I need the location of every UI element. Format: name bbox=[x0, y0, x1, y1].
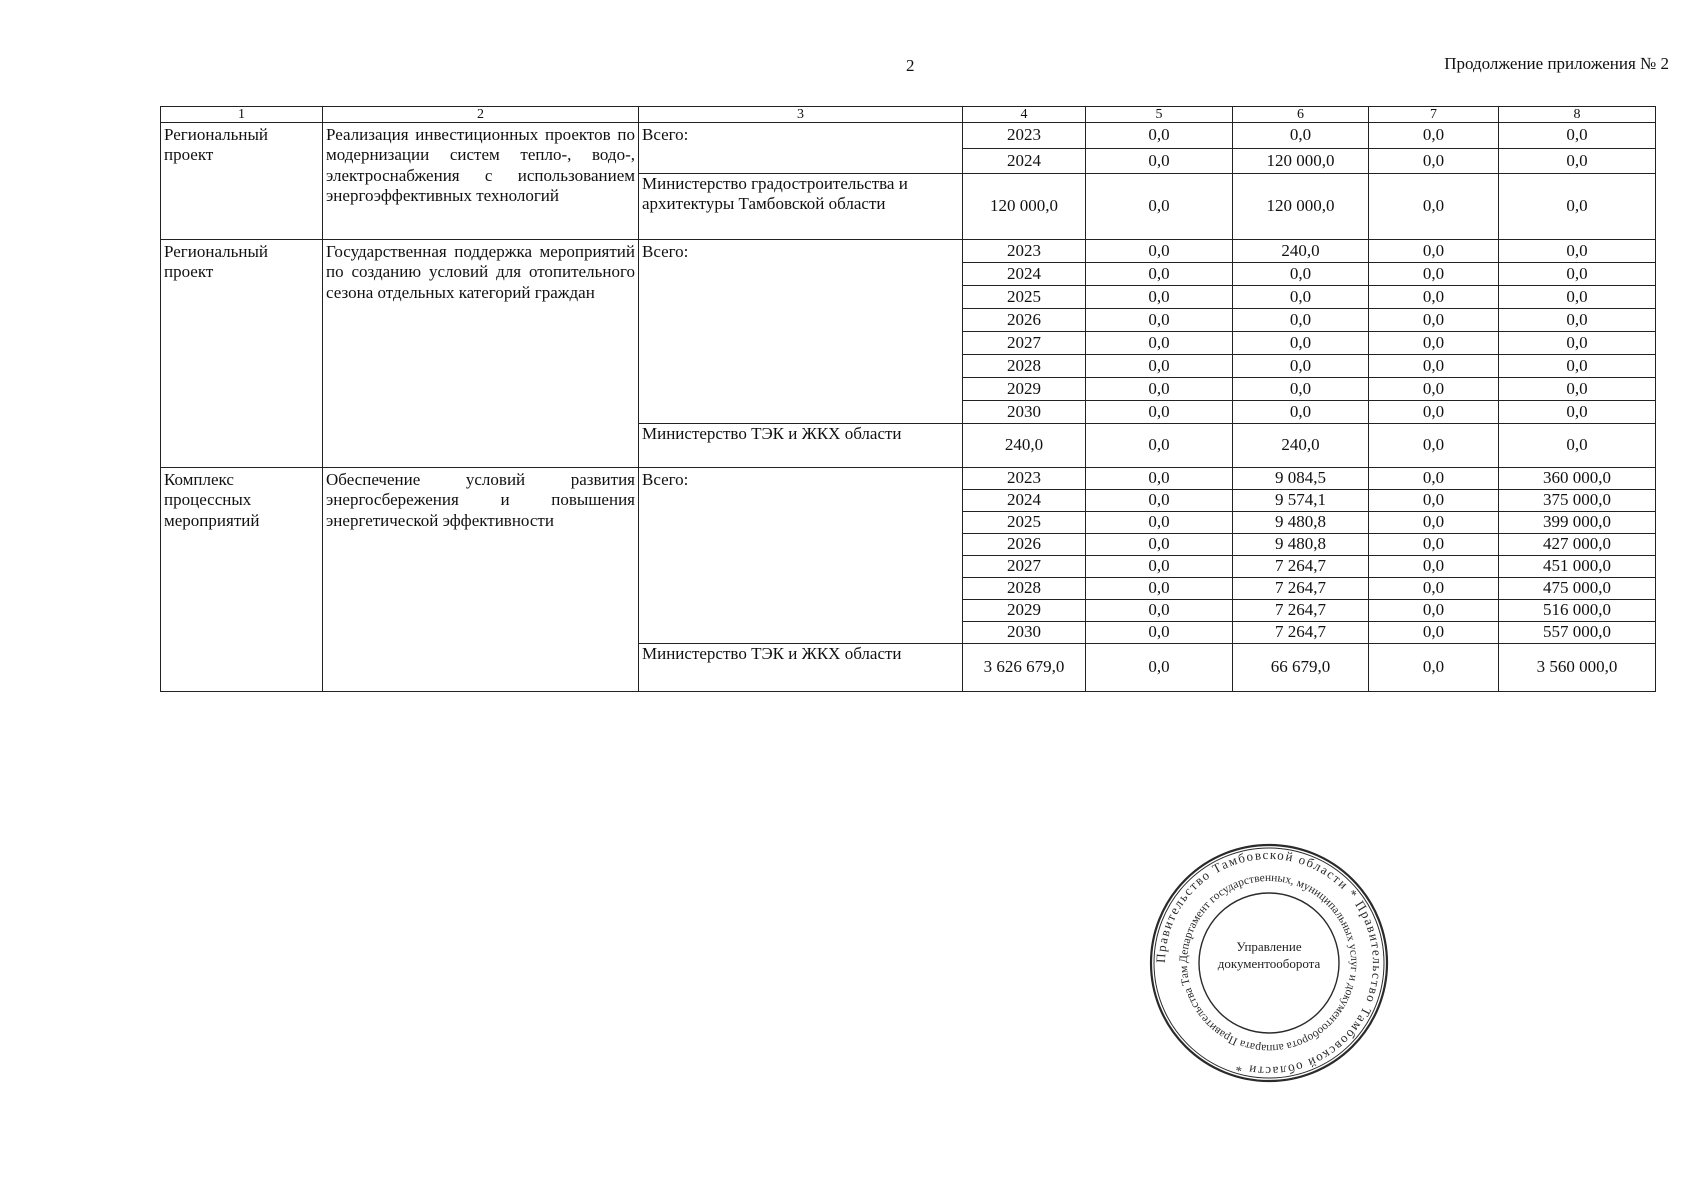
value-cell: 0,0 bbox=[1086, 512, 1233, 534]
year-cell: 2027 bbox=[963, 556, 1086, 578]
source-name: Министерство ТЭК и ЖКХ области bbox=[639, 644, 963, 692]
year-cell: 2030 bbox=[963, 401, 1086, 424]
column-number: 7 bbox=[1369, 107, 1499, 123]
source-value-cell: 3 560 000,0 bbox=[1499, 644, 1656, 692]
source-name: Министерство ТЭК и ЖКХ области bbox=[639, 424, 963, 468]
value-cell: 0,0 bbox=[1369, 512, 1499, 534]
block-description: Реализация инвестиционных проектов по модернизации систем тепло-, водо-, электроснабжения с использованием энергоэффективных технологий bbox=[323, 123, 639, 240]
year-cell: 2023 bbox=[963, 240, 1086, 263]
value-cell: 0,0 bbox=[1086, 490, 1233, 512]
value-cell: 0,0 bbox=[1369, 490, 1499, 512]
value-cell: 0,0 bbox=[1086, 378, 1233, 401]
value-cell: 0,0 bbox=[1233, 378, 1369, 401]
total-label: Всего: bbox=[639, 123, 963, 174]
value-cell: 0,0 bbox=[1369, 378, 1499, 401]
value-cell: 0,0 bbox=[1369, 240, 1499, 263]
value-cell: 0,0 bbox=[1369, 263, 1499, 286]
source-value-cell: 0,0 bbox=[1086, 424, 1233, 468]
value-cell: 0,0 bbox=[1369, 149, 1499, 174]
source-value-cell: 0,0 bbox=[1499, 174, 1656, 240]
value-cell: 0,0 bbox=[1086, 534, 1233, 556]
value-cell: 9 574,1 bbox=[1233, 490, 1369, 512]
value-cell: 0,0 bbox=[1369, 332, 1499, 355]
year-cell: 2030 bbox=[963, 622, 1086, 644]
value-cell: 0,0 bbox=[1369, 286, 1499, 309]
year-cell: 2025 bbox=[963, 286, 1086, 309]
page-number: 2 bbox=[906, 56, 915, 75]
value-cell: 7 264,7 bbox=[1233, 556, 1369, 578]
source-value-cell: 0,0 bbox=[1086, 644, 1233, 692]
source-value-cell: 0,0 bbox=[1369, 424, 1499, 468]
value-cell: 9 084,5 bbox=[1233, 468, 1369, 490]
year-cell: 2025 bbox=[963, 512, 1086, 534]
official-stamp bbox=[1148, 842, 1390, 1084]
value-cell: 0,0 bbox=[1233, 355, 1369, 378]
value-cell: 0,0 bbox=[1086, 622, 1233, 644]
value-cell: 0,0 bbox=[1499, 123, 1656, 149]
value-cell: 7 264,7 bbox=[1233, 578, 1369, 600]
source-value-cell: 120 000,0 bbox=[1233, 174, 1369, 240]
value-cell: 0,0 bbox=[1369, 534, 1499, 556]
value-cell: 9 480,8 bbox=[1233, 512, 1369, 534]
value-cell: 240,0 bbox=[1233, 240, 1369, 263]
year-cell: 2029 bbox=[963, 378, 1086, 401]
year-cell: 2029 bbox=[963, 600, 1086, 622]
value-cell: 7 264,7 bbox=[1233, 622, 1369, 644]
column-number-row bbox=[161, 107, 1656, 123]
value-cell: 0,0 bbox=[1369, 468, 1499, 490]
source-value-cell: 0,0 bbox=[1369, 644, 1499, 692]
column-number: 5 bbox=[1086, 107, 1233, 123]
value-cell: 120 000,0 bbox=[1233, 149, 1369, 174]
source-value-cell: 0,0 bbox=[1369, 174, 1499, 240]
value-cell: 0,0 bbox=[1233, 263, 1369, 286]
continuation-header: Продолжение приложения № 2 bbox=[1444, 54, 1669, 73]
value-cell: 0,0 bbox=[1499, 378, 1656, 401]
year-cell: 2024 bbox=[963, 149, 1086, 174]
source-total: 120 000,0 bbox=[963, 174, 1086, 240]
value-cell: 427 000,0 bbox=[1499, 534, 1656, 556]
value-cell: 0,0 bbox=[1499, 401, 1656, 424]
value-cell: 0,0 bbox=[1086, 149, 1233, 174]
value-cell: 0,0 bbox=[1086, 556, 1233, 578]
value-cell: 0,0 bbox=[1499, 332, 1656, 355]
year-row bbox=[161, 123, 1656, 149]
year-row bbox=[161, 240, 1656, 263]
year-cell: 2026 bbox=[963, 309, 1086, 332]
source-name: Министерство градостроительства и архитектуры Тамбовской области bbox=[639, 174, 963, 240]
value-cell: 0,0 bbox=[1499, 240, 1656, 263]
stamp-center-line1: Управление bbox=[1236, 939, 1302, 954]
year-cell: 2023 bbox=[963, 123, 1086, 149]
source-total: 3 626 679,0 bbox=[963, 644, 1086, 692]
column-number: 4 bbox=[963, 107, 1086, 123]
value-cell: 0,0 bbox=[1499, 286, 1656, 309]
value-cell: 0,0 bbox=[1369, 600, 1499, 622]
value-cell: 0,0 bbox=[1499, 309, 1656, 332]
value-cell: 0,0 bbox=[1499, 149, 1656, 174]
value-cell: 0,0 bbox=[1086, 240, 1233, 263]
year-cell: 2024 bbox=[963, 490, 1086, 512]
value-cell: 475 000,0 bbox=[1499, 578, 1656, 600]
stamp-outer-text: Правительство Тамбовской области * Правительство Тамбовской области * bbox=[1152, 846, 1386, 1080]
value-cell: 9 480,8 bbox=[1233, 534, 1369, 556]
column-number: 1 bbox=[161, 107, 323, 123]
year-cell: 2028 bbox=[963, 355, 1086, 378]
column-number: 8 bbox=[1499, 107, 1656, 123]
column-number: 3 bbox=[639, 107, 963, 123]
value-cell: 0,0 bbox=[1086, 286, 1233, 309]
value-cell: 0,0 bbox=[1233, 286, 1369, 309]
value-cell: 360 000,0 bbox=[1499, 468, 1656, 490]
source-value-cell: 240,0 bbox=[1233, 424, 1369, 468]
total-label: Всего: bbox=[639, 240, 963, 424]
block-description: Обеспечение условий развития энергосбережения и повышения энергетической эффективности bbox=[323, 468, 639, 692]
value-cell: 0,0 bbox=[1233, 401, 1369, 424]
source-value-cell: 66 679,0 bbox=[1233, 644, 1369, 692]
program-table bbox=[160, 106, 1656, 692]
value-cell: 0,0 bbox=[1086, 332, 1233, 355]
value-cell: 0,0 bbox=[1369, 556, 1499, 578]
year-cell: 2028 bbox=[963, 578, 1086, 600]
block-description: Государственная поддержка мероприятий по созданию условий для отопительного сезона отдельных категорий граждан bbox=[323, 240, 639, 468]
value-cell: 0,0 bbox=[1233, 332, 1369, 355]
value-cell: 0,0 bbox=[1499, 263, 1656, 286]
stamp-center-line2: документооборота bbox=[1217, 956, 1321, 971]
value-cell: 0,0 bbox=[1369, 309, 1499, 332]
year-row bbox=[161, 468, 1656, 490]
value-cell: 0,0 bbox=[1369, 401, 1499, 424]
block-type: Комплекс процессных мероприятий bbox=[161, 468, 323, 692]
value-cell: 0,0 bbox=[1369, 578, 1499, 600]
source-total: 240,0 bbox=[963, 424, 1086, 468]
value-cell: 0,0 bbox=[1086, 263, 1233, 286]
total-label: Всего: bbox=[639, 468, 963, 644]
value-cell: 375 000,0 bbox=[1499, 490, 1656, 512]
value-cell: 0,0 bbox=[1086, 468, 1233, 490]
block-type: Региональный проект bbox=[161, 123, 323, 240]
value-cell: 451 000,0 bbox=[1499, 556, 1656, 578]
value-cell: 0,0 bbox=[1369, 123, 1499, 149]
column-number: 6 bbox=[1233, 107, 1369, 123]
value-cell: 399 000,0 bbox=[1499, 512, 1656, 534]
value-cell: 7 264,7 bbox=[1233, 600, 1369, 622]
value-cell: 0,0 bbox=[1086, 578, 1233, 600]
value-cell: 0,0 bbox=[1499, 355, 1656, 378]
value-cell: 0,0 bbox=[1086, 600, 1233, 622]
value-cell: 0,0 bbox=[1369, 622, 1499, 644]
year-cell: 2027 bbox=[963, 332, 1086, 355]
value-cell: 0,0 bbox=[1086, 401, 1233, 424]
value-cell: 0,0 bbox=[1086, 309, 1233, 332]
value-cell: 0,0 bbox=[1086, 123, 1233, 149]
year-cell: 2023 bbox=[963, 468, 1086, 490]
block-type: Региональный проект bbox=[161, 240, 323, 468]
year-cell: 2024 bbox=[963, 263, 1086, 286]
column-number: 2 bbox=[323, 107, 639, 123]
source-value-cell: 0,0 bbox=[1499, 424, 1656, 468]
value-cell: 0,0 bbox=[1369, 355, 1499, 378]
value-cell: 0,0 bbox=[1086, 355, 1233, 378]
source-value-cell: 0,0 bbox=[1086, 174, 1233, 240]
stamp-inner-text: Департамент государственных, муниципальных услуг и документооборота аппарата Правительства Там bbox=[1177, 871, 1361, 1055]
value-cell: 0,0 bbox=[1233, 123, 1369, 149]
value-cell: 516 000,0 bbox=[1499, 600, 1656, 622]
value-cell: 557 000,0 bbox=[1499, 622, 1656, 644]
value-cell: 0,0 bbox=[1233, 309, 1369, 332]
year-cell: 2026 bbox=[963, 534, 1086, 556]
